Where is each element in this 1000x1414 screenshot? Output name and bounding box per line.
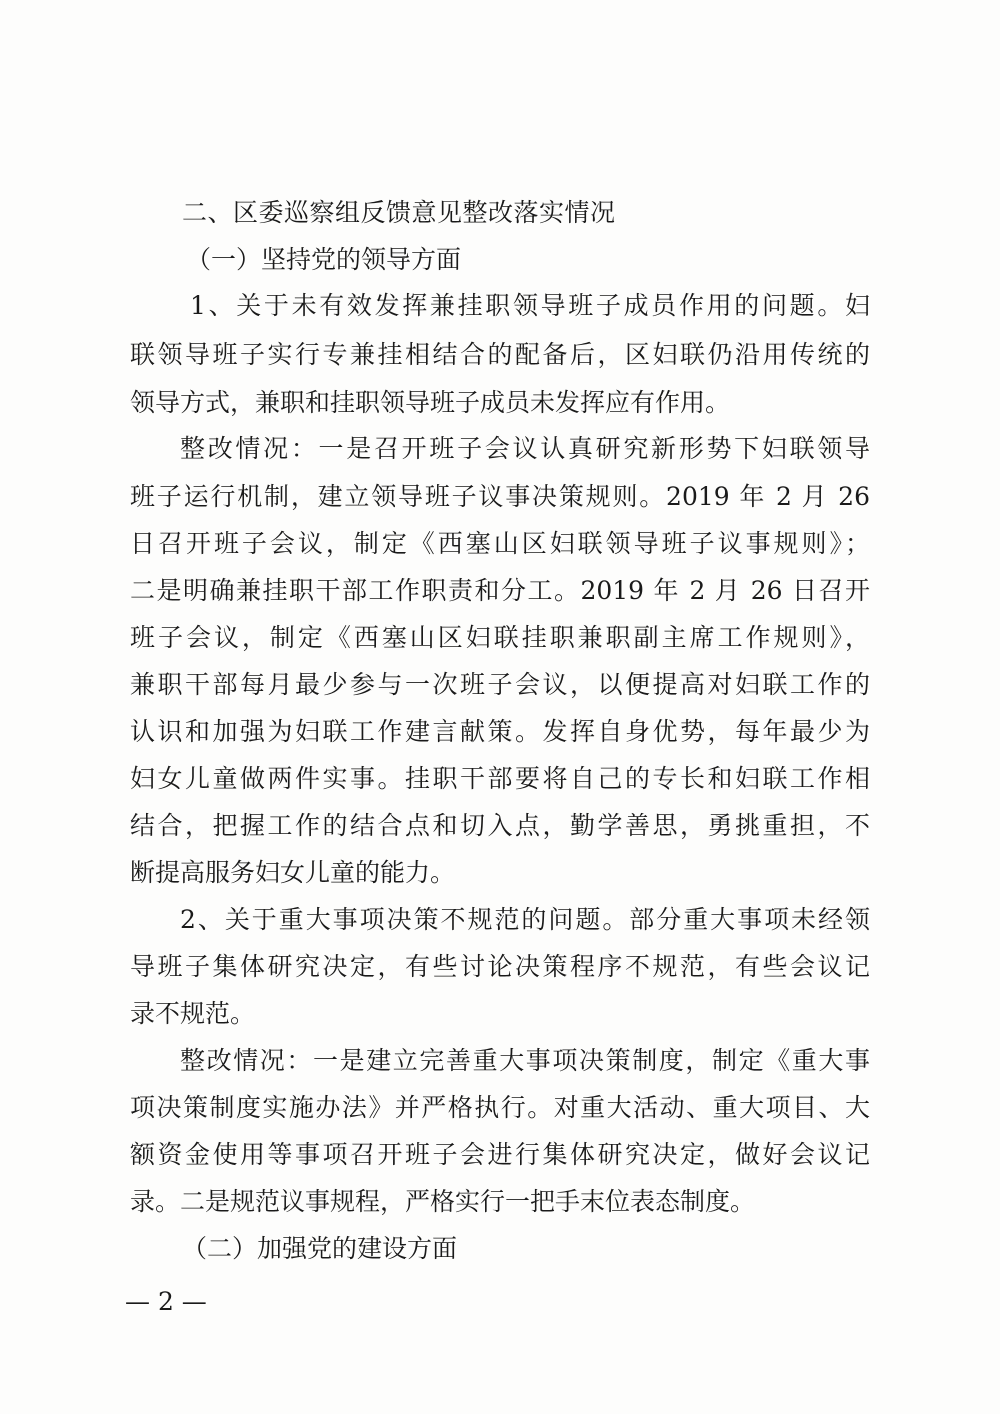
- paragraph-line: 联领导班子实行专兼挂相结合的配备后，区妇联仍沿用传统的: [130, 340, 870, 369]
- subsection-heading: （二）加强党的建设方面: [182, 1234, 458, 1263]
- paragraph-line: 二是明确兼挂职干部工作职责和分工。2019 年 2 月 26 日召开: [130, 576, 870, 605]
- paragraph-line: 断提高服务妇女儿童的能力。: [130, 858, 456, 887]
- paragraph-line: 整改情况：一是建立完善重大事项决策制度，制定《重大事: [180, 1046, 870, 1075]
- paragraph-line: 1、关于未有效发挥兼挂职领导班子成员作用的问题。妇: [190, 291, 870, 320]
- paragraph-line: 结合，把握工作的结合点和切入点，勤学善思，勇挑重担，不: [130, 811, 870, 840]
- paragraph-line: 班子运行机制，建立领导班子议事决策规则。2019 年 2 月 26: [130, 482, 870, 511]
- paragraph-line: 领导方式，兼职和挂职领导班子成员未发挥应有作用。: [130, 388, 731, 417]
- paragraph-line: 兼职干部每月最少参与一次班子会议，以便提高对妇联工作的: [130, 670, 870, 699]
- paragraph-line: 整改情况：一是召开班子会议认真研究新形势下妇联领导: [180, 434, 870, 463]
- paragraph-line: 导班子集体研究决定，有些讨论决策程序不规范，有些会议记: [130, 952, 870, 981]
- page-number: — 2 —: [125, 1287, 207, 1316]
- paragraph-line: 录。二是规范议事规程，严格实行一把手末位表态制度。: [130, 1187, 756, 1216]
- paragraph-line: 2、关于重大事项决策不规范的问题。部分重大事项未经领: [180, 905, 870, 934]
- section-heading: 二、区委巡察组反馈意见整改落实情况: [182, 198, 616, 227]
- paragraph-line: 额资金使用等事项召开班子会进行集体研究决定，做好会议记: [130, 1140, 870, 1169]
- paragraph-line: 认识和加强为妇联工作建言献策。发挥自身优势，每年最少为: [130, 717, 870, 746]
- paragraph-line: 录不规范。: [130, 999, 256, 1028]
- subsection-heading: （一）坚持党的领导方面: [186, 245, 462, 274]
- paragraph-line: 班子会议，制定《西塞山区妇联挂职兼职副主席工作规则》，: [130, 623, 870, 652]
- paragraph-line: 项决策制度实施办法》并严格执行。对重大活动、重大项目、大: [130, 1093, 870, 1122]
- paragraph-line: 日召开班子会议，制定《西塞山区妇联领导班子议事规则》；: [130, 529, 870, 558]
- paragraph-line: 妇女儿童做两件实事。挂职干部要将自己的专长和妇联工作相: [130, 764, 870, 793]
